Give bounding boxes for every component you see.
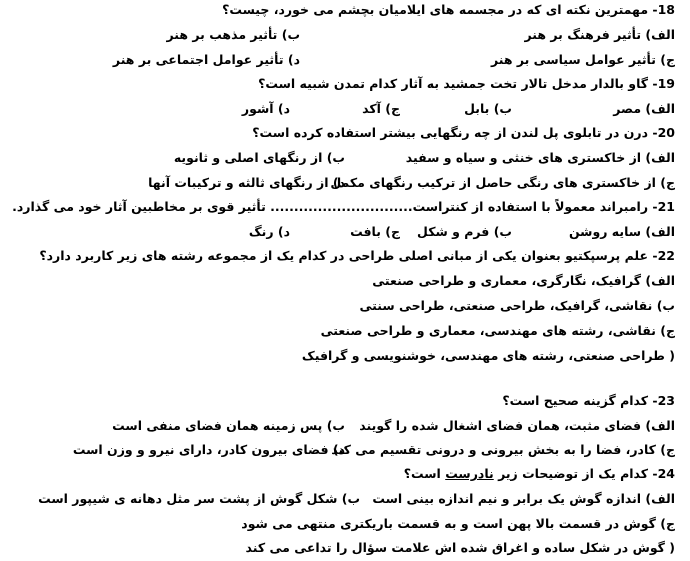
q19-option-c: ج) آکد (362, 101, 400, 116)
q21-option-c: ج) بافت (350, 224, 400, 239)
q21-option-d: د) رنگ (248, 224, 290, 239)
q18-option-d: د) تأثیر عوامل اجتماعی بر هنر (112, 52, 300, 67)
q18-option-b: ب) تأثیر مذهب بر هنر (166, 27, 300, 42)
q22-option-c: ج) نقاشی، رشته های مهندسی، معماری و طراحی صنعتی (320, 323, 675, 338)
q19-option-b: ب) بابل (464, 101, 512, 116)
question-19: 19- گاو بالدار مدخل تالار تخت جمشید به آثار کدام تمدن شبیه است؟ (258, 76, 675, 91)
q20-option-d: د) از رنگهای ثالثه و ترکیبات آنها (148, 175, 345, 190)
q20-option-c: ج) از خاکستری های رنگی حاصل از ترکیب رنگهای مکمل (330, 175, 675, 190)
q22-option-d: ( طراحی صنعتی، رشته های مهندسی، خوشنویسی و گرافیک (301, 348, 675, 363)
q19-option-d: د) آشور (241, 101, 290, 116)
q20-option-a: الف) از خاکستری های خنثی و سیاه و سفید (405, 150, 675, 165)
q18-option-c: ج) تأثیر عوامل سیاسی بر هنر (490, 52, 675, 67)
q24-text-before: 24- کدام یک از توضیحات زیر (493, 466, 675, 481)
question-22: 22- علم پرسپکتیو بعنوان یکی از مبانی اصلی طراحی در کدام یک از مجموعه رشته های زیر کاربرد دارد؟ (39, 248, 675, 263)
q24-option-d: ( گوش در شکل ساده و اغراق شده اش علامت سؤال را تداعی می کند (245, 540, 675, 555)
q24-option-b: ب) شکل گوش از پشت سر مثل دهانه ی شیپور است (38, 491, 360, 506)
q22-option-a: الف) گرافیک، نگارگری، معماری و طراحی صنعتی (372, 273, 675, 288)
q23-option-d: د) فضای بیرون کادر، دارای نیرو و وزن است (72, 442, 345, 457)
question-23: 23- کدام گزینه صحیح است؟ (502, 393, 675, 408)
q19-option-a: الف) مصر (613, 101, 675, 116)
question-20: 20- درن در تابلوی پل لندن از چه رنگهایی بیشتر استفاده کرده است؟ (252, 125, 675, 140)
q24-option-c: ج) گوش در قسمت بالا پهن است و به قسمت باریکتری منتهی می شود (241, 516, 675, 531)
q24-option-a: الف) اندازه گوش یک برابر و نیم اندازه بینی است (372, 491, 675, 506)
q22-option-b: ب) نقاشی، گرافیک، طراحی صنعتی، طراحی سنتی (359, 298, 675, 313)
q18-option-a: الف) تأثیر فرهنگ بر هنر (524, 27, 675, 42)
question-18: 18- مهمترین نکته ای که در مجسمه های ایلامیان بچشم می خورد، چیست؟ (222, 2, 675, 17)
q21-option-b: ب) فرم و شکل (417, 224, 512, 239)
q23-option-b: ب) پس زمینه همان فضای منفی است (112, 418, 345, 433)
q21-option-a: الف) سایه روشن (568, 224, 675, 239)
q24-text-underlined: نادرست (445, 466, 494, 481)
q23-option-c: ج) کادر، فضا را به بخش بیرونی و درونی تقسیم می کند (331, 442, 675, 457)
question-24 (404, 464, 675, 484)
q24-text-after: است؟ (403, 466, 446, 481)
q20-option-b: ب) از رنگهای اصلی و ثانویه (173, 150, 345, 165)
question-21: 21- رامبراند معمولاً با استفاده از کنتراست.............................. تأثیر قوی بر مخاطبین آثار خود می گذارد. (12, 199, 675, 214)
q23-option-a: الف) فضای مثبت، همان فضای اشغال شده را گویند (359, 418, 675, 433)
